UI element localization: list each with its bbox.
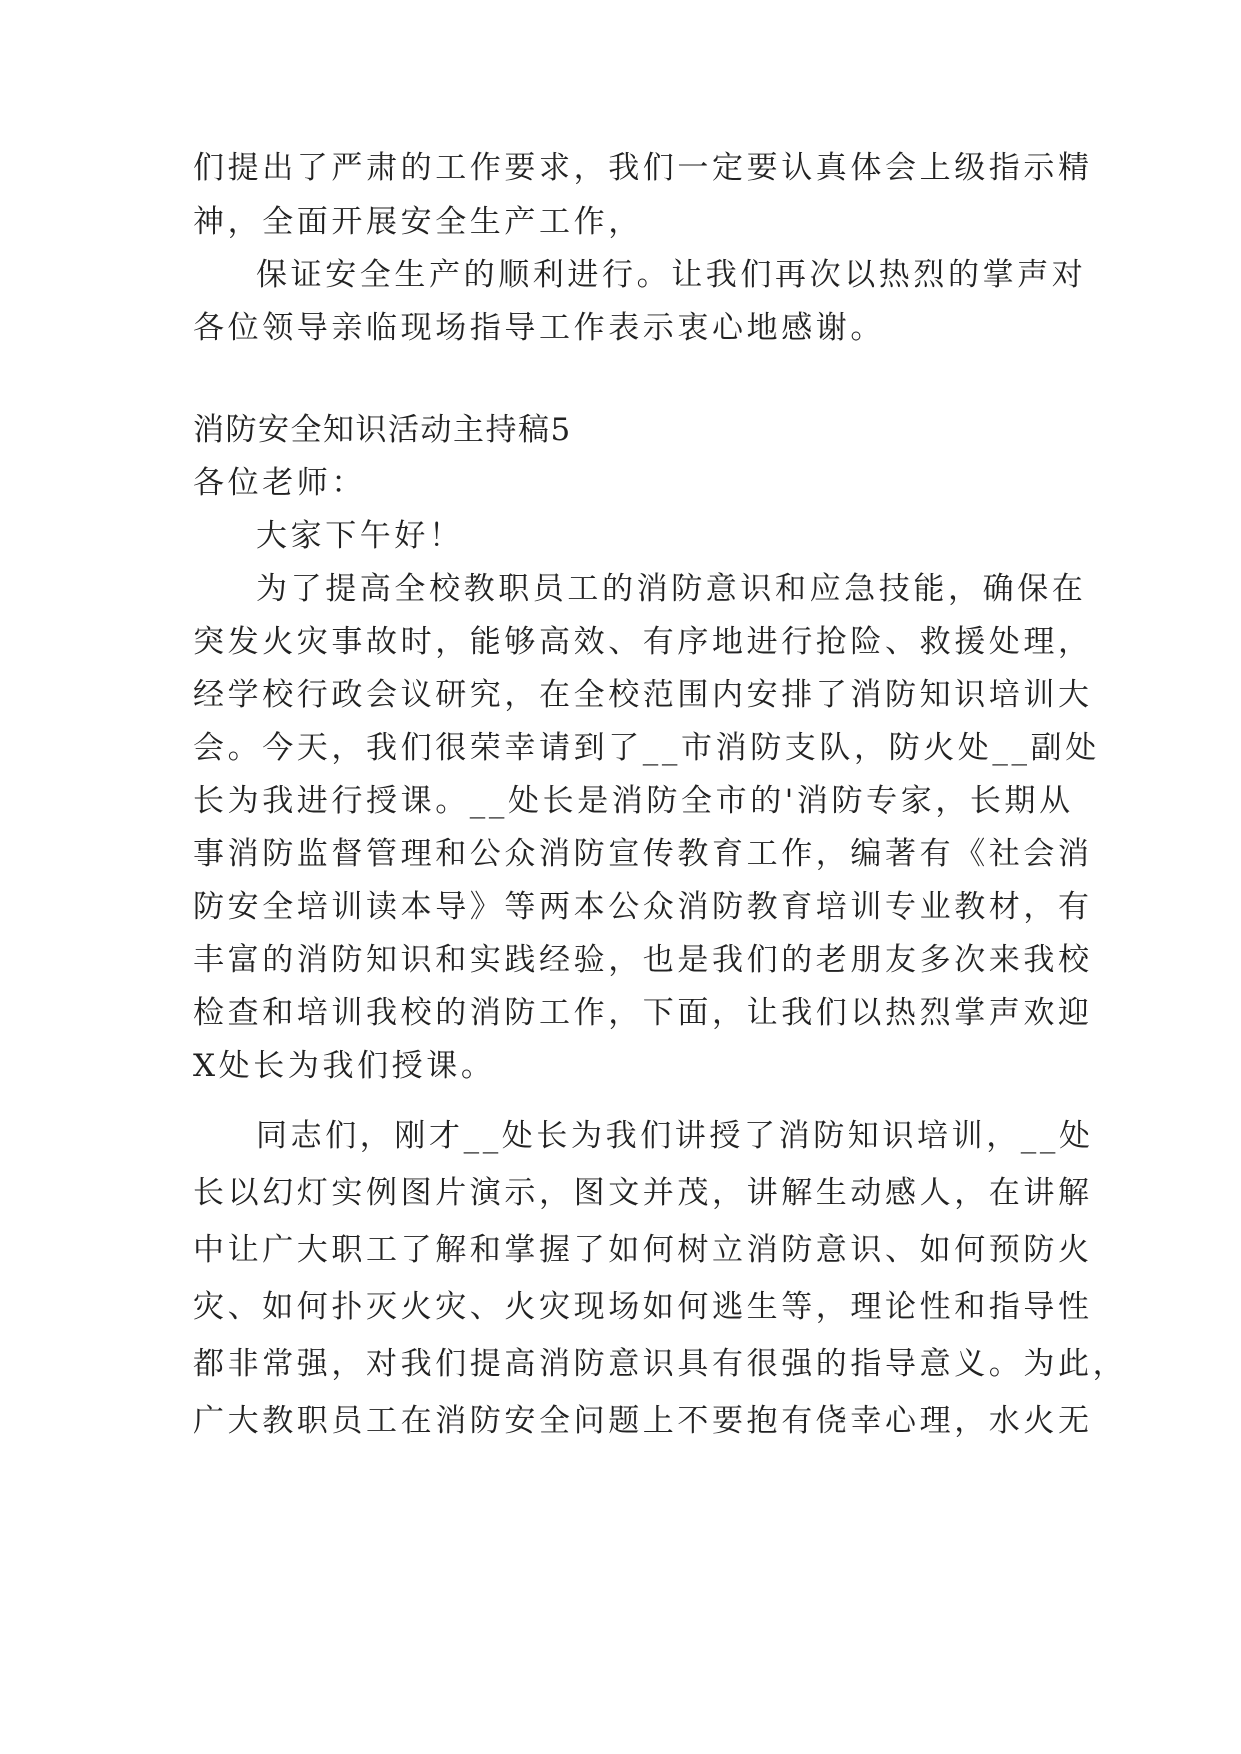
body-line: 们提出了严肃的工作要求，我们一定要认真体会上级指示精: [193, 150, 1093, 186]
body-line: 各位领导亲临现场指导工作表示衷心地感谢。: [193, 310, 885, 346]
body-line: 神，全面开展安全生产工作，: [193, 204, 643, 240]
body-line: 会。今天，我们很荣幸请到了__市消防支队，防火处__副处: [193, 730, 1100, 766]
body-line: 保证安全生产的顺利进行。让我们再次以热烈的掌声对: [256, 257, 1087, 293]
body-line: 经学校行政会议研究，在全校范围内安排了消防知识培训大: [193, 677, 1093, 713]
body-line: 突发火灾事故时，能够高效、有序地进行抢险、救援处理，: [193, 624, 1093, 660]
body-line: 长以幻灯实例图片演示，图文并茂，讲解生动感人，在讲解: [193, 1175, 1093, 1211]
body-line: 检查和培训我校的消防工作，下面，让我们以热烈掌声欢迎: [193, 995, 1093, 1031]
body-line: 都非常强，对我们提高消防意识具有很强的指导意义。为此，: [193, 1346, 1128, 1382]
body-line: 同志们，刚才__处长为我们讲授了消防知识培训，__处: [256, 1118, 1094, 1154]
body-line: 长为我进行授课。__处长是消防全市的'消防专家，长期从: [193, 783, 1074, 819]
salutation: 各位老师：: [193, 465, 366, 501]
body-line: 事消防监督管理和公众消防宣传教育工作，编著有《社会消: [193, 836, 1093, 872]
body-line: 广大教职员工在消防安全问题上不要抱有侥幸心理，水火无: [193, 1403, 1093, 1439]
body-line: 丰富的消防知识和实践经验，也是我们的老朋友多次来我校: [193, 942, 1093, 978]
greeting: 大家下午好！: [256, 518, 464, 554]
body-line: 为了提高全校教职员工的消防意识和应急技能，确保在: [256, 571, 1087, 607]
body-line: 灾、如何扑灭火灾、火灾现场如何逃生等，理论性和指导性: [193, 1289, 1093, 1325]
section-title: 消防安全知识活动主持稿5: [193, 412, 572, 448]
body-line: 中让广大职工了解和掌握了如何树立消防意识、如何预防火: [193, 1232, 1093, 1268]
body-line: 防安全培训读本导》等两本公众消防教育培训专业教材，有: [193, 889, 1093, 925]
body-line: X处长为我们授课。: [193, 1048, 496, 1084]
